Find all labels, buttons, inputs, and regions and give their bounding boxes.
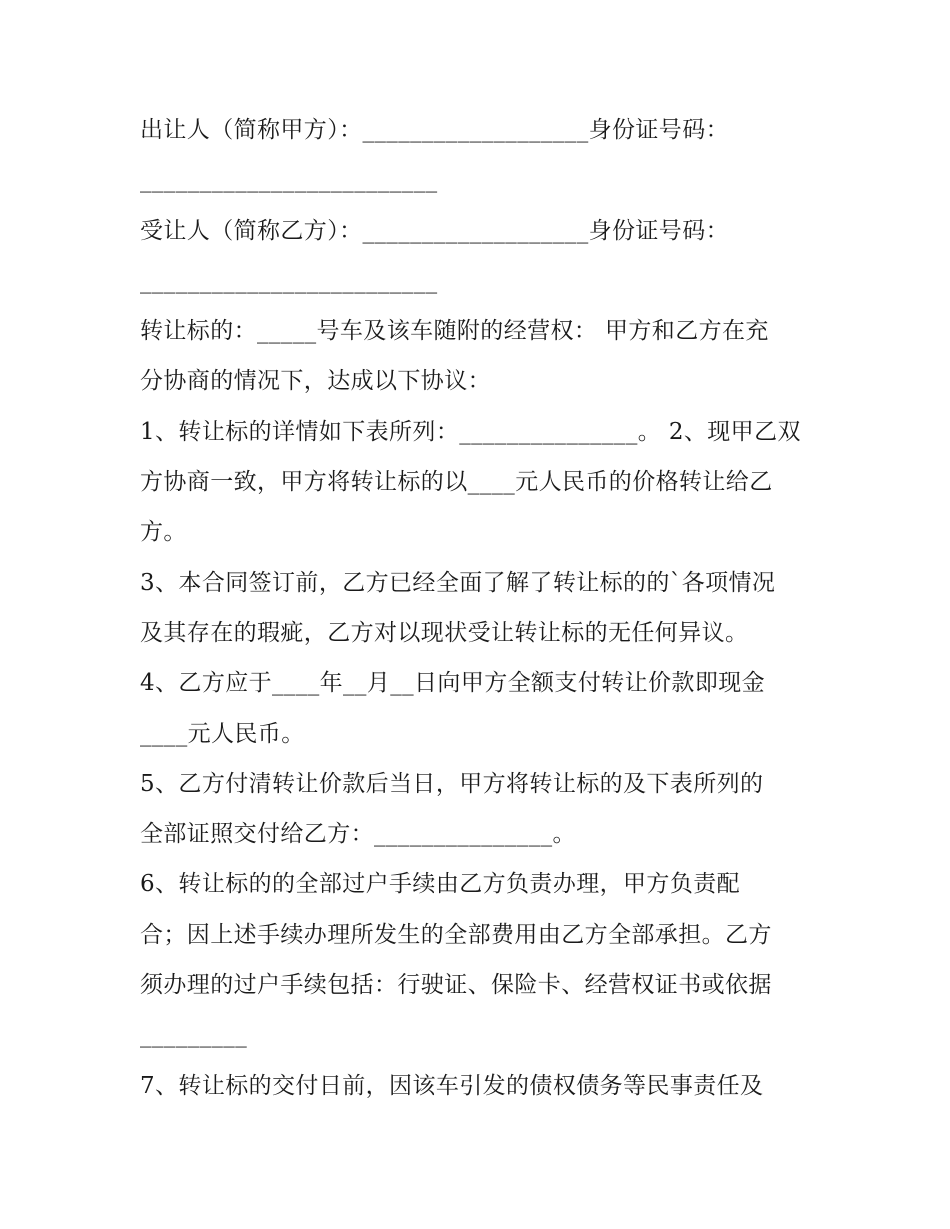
subject-line-cont: 分协商的情况下，达成以下协议： <box>140 368 491 395</box>
subject-line: 转让标的：_____号车及该车随附的经营权： 甲方和乙方在充 <box>140 318 769 345</box>
clause-5-line: 5、乙方付清转让价款后当日，甲方将转让标的及下表所列的 <box>140 770 764 797</box>
transferor-id-blank: _________________________ <box>140 167 438 194</box>
clause-1-line: 1、转让标的详情如下表所列：_______________。 2、现甲乙双 <box>140 418 801 445</box>
clause-4-line-cont: ____元人民币。 <box>140 720 305 747</box>
clause-6-line-cont-2: 须办理的过户手续包括：行驶证、保险卡、经营权证书或依据 <box>140 972 772 999</box>
clause-3-line: 3、本合同签订前，乙方已经全面了解了转让标的的`各项情况 <box>140 569 776 596</box>
clause-6-line-cont: 合；因上述手续办理所发生的全部费用由乙方全部承担。乙方 <box>140 921 772 948</box>
clause-4-line: 4、乙方应于____年__月__日向甲方全额支付转让价款即现金 <box>140 670 766 697</box>
transferee-id-blank: _________________________ <box>140 267 438 294</box>
clause-3-line-cont: 及其存在的瑕疵，乙方对以现状受让转让标的无任何异议。 <box>140 619 749 646</box>
transferee-line: 受让人（简称乙方）：___________________身份证号码： <box>140 217 729 244</box>
clause-2-line: 方协商一致，甲方将转让标的以____元人民币的价格转让给乙 <box>140 469 773 496</box>
clause-5-line-cont: 全部证照交付给乙方：_______________。 <box>140 821 576 848</box>
clause-6-blank: _________ <box>140 1022 248 1049</box>
clause-2-line-end: 方。 <box>140 519 187 546</box>
clause-6-line: 6、转让标的的全部过户手续由乙方负责办理，甲方负责配 <box>140 871 741 898</box>
clause-7-line: 7、转让标的交付日前，因该车引发的债权债务等民事责任及 <box>140 1072 764 1099</box>
transferor-line: 出让人（简称甲方）：___________________身份证号码： <box>140 117 729 143</box>
contract-body <box>140 105 820 1111</box>
